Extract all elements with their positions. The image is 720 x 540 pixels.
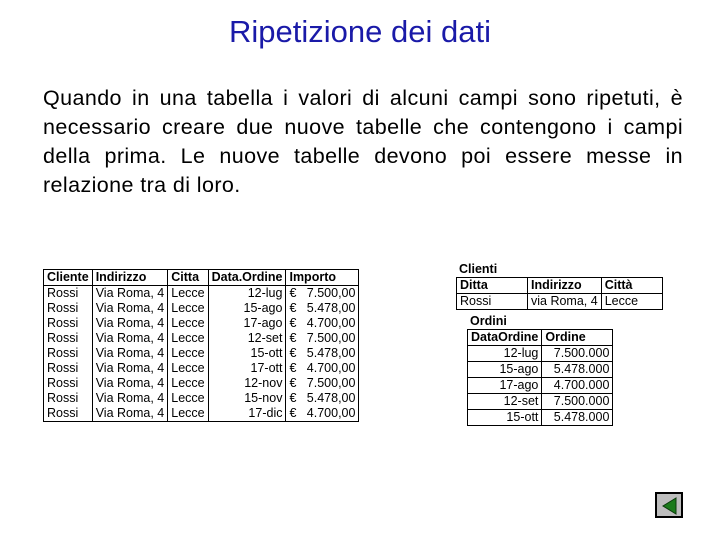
table-cell: 5.478.000 — [542, 410, 613, 426]
table-cell: 7.500.000 — [542, 346, 613, 362]
table-cell: 15-ago — [208, 301, 286, 316]
play-back-icon — [661, 497, 679, 515]
table-cell — [286, 406, 359, 422]
amount-value: 5.478,00 — [306, 346, 356, 360]
table-cell: Via Roma, 4 — [92, 361, 168, 376]
table-row — [44, 286, 359, 302]
table-cell — [286, 361, 359, 376]
currency-symbol: € — [289, 331, 297, 345]
table-cell: Rossi — [457, 294, 528, 310]
header-cell: Ordine — [542, 330, 613, 346]
table-cell: Rossi — [44, 376, 93, 391]
slide-title: Ripetizione dei dati — [229, 14, 491, 49]
table-cell: 17-ott — [208, 361, 286, 376]
table-row — [468, 378, 613, 394]
table-row — [468, 410, 613, 426]
table-header-row — [468, 330, 613, 346]
table-cell: Via Roma, 4 — [92, 316, 168, 331]
table-cell: Via Roma, 4 — [92, 331, 168, 346]
main-table — [43, 269, 359, 422]
table-row — [44, 406, 359, 422]
table-header-row — [457, 278, 663, 294]
header-cell: Città — [601, 278, 662, 294]
amount-value: 7.500,00 — [306, 286, 356, 300]
header-cell: Citta — [168, 270, 208, 286]
table-header-row — [44, 270, 359, 286]
table-cell — [286, 301, 359, 316]
table-cell: 12-lug — [468, 346, 542, 362]
table-cell: Lecce — [168, 286, 208, 302]
table-cell — [286, 376, 359, 391]
amount-value: 5.478,00 — [306, 301, 356, 315]
table-cell: Lecce — [168, 376, 208, 391]
table-row — [44, 361, 359, 376]
table-cell: Lecce — [168, 346, 208, 361]
table-cell: 15-ott — [208, 346, 286, 361]
table-row — [44, 346, 359, 361]
table-cell: Via Roma, 4 — [92, 286, 168, 302]
nav-back-button[interactable] — [655, 492, 683, 518]
header-cell: Indirizzo — [92, 270, 168, 286]
table-cell: Rossi — [44, 346, 93, 361]
table-cell: 12-set — [208, 331, 286, 346]
header-cell: Indirizzo — [528, 278, 602, 294]
table-cell: 17-dic — [208, 406, 286, 422]
table-cell: Lecce — [168, 406, 208, 422]
table-cell: 12-nov — [208, 376, 286, 391]
table-cell — [286, 346, 359, 361]
clienti-table — [456, 277, 663, 310]
header-cell: Data.Ordine — [208, 270, 286, 286]
table-row — [44, 391, 359, 406]
clienti-caption: Clienti — [459, 262, 498, 276]
currency-symbol: € — [289, 391, 297, 405]
table-cell: 12-lug — [208, 286, 286, 302]
header-cell: Ditta — [457, 278, 528, 294]
table-cell: 4.700.000 — [542, 378, 613, 394]
table-row — [457, 294, 663, 310]
table-cell — [286, 331, 359, 346]
table-row — [44, 316, 359, 331]
table-row — [468, 346, 613, 362]
table-cell: Via Roma, 4 — [92, 376, 168, 391]
currency-symbol: € — [289, 346, 297, 360]
table-cell: Rossi — [44, 406, 93, 422]
header-cell: Importo — [286, 270, 359, 286]
table-row — [44, 331, 359, 346]
header-cell: Cliente — [44, 270, 93, 286]
amount-value: 4.700,00 — [306, 316, 356, 330]
table-cell: 17-ago — [208, 316, 286, 331]
table-cell: 15-ott — [468, 410, 542, 426]
table-cell: Via Roma, 4 — [92, 346, 168, 361]
table-cell: 15-nov — [208, 391, 286, 406]
ordini-table — [467, 329, 613, 426]
currency-symbol: € — [289, 361, 297, 375]
table-cell: Lecce — [168, 301, 208, 316]
table-cell: Rossi — [44, 391, 93, 406]
table-cell: 7.500.000 — [542, 394, 613, 410]
table-cell: Lecce — [601, 294, 662, 310]
table-cell — [286, 316, 359, 331]
table-cell: 15-ago — [468, 362, 542, 378]
body-paragraph: Quando in una tabella i valori di alcuni campi sono ripetuti, è necessario creare due nuove tabelle che contengono i campi della prima. Le nuove tabelle devono poi essere messe in relazione tra di loro. — [43, 86, 683, 197]
table-cell: Rossi — [44, 286, 93, 302]
ordini-caption: Ordini — [470, 314, 507, 328]
table-cell: Lecce — [168, 331, 208, 346]
currency-symbol: € — [289, 406, 297, 420]
table-cell: Via Roma, 4 — [92, 391, 168, 406]
amount-value: 4.700,00 — [306, 361, 356, 375]
table-row — [468, 394, 613, 410]
amount-value: 5.478,00 — [306, 391, 356, 405]
table-cell: 17-ago — [468, 378, 542, 394]
table-cell: via Roma, 4 — [528, 294, 602, 310]
table-cell — [286, 286, 359, 302]
table-cell: 12-set — [468, 394, 542, 410]
table-cell: Rossi — [44, 331, 93, 346]
table-row — [44, 376, 359, 391]
table-cell: Rossi — [44, 361, 93, 376]
amount-value: 7.500,00 — [306, 376, 356, 390]
currency-symbol: € — [289, 316, 297, 330]
table-cell: Lecce — [168, 316, 208, 331]
table-row — [468, 362, 613, 378]
currency-symbol: € — [289, 301, 297, 315]
header-cell: DataOrdine — [468, 330, 542, 346]
table-cell: Lecce — [168, 391, 208, 406]
table-cell: 5.478.000 — [542, 362, 613, 378]
table-row — [44, 301, 359, 316]
table-cell: Via Roma, 4 — [92, 406, 168, 422]
table-cell: Via Roma, 4 — [92, 301, 168, 316]
currency-symbol: € — [289, 376, 297, 390]
table-cell: Lecce — [168, 361, 208, 376]
table-cell: Rossi — [44, 301, 93, 316]
amount-value: 7.500,00 — [306, 331, 356, 345]
table-cell: Rossi — [44, 316, 93, 331]
table-cell — [286, 391, 359, 406]
currency-symbol: € — [289, 286, 297, 300]
amount-value: 4.700,00 — [306, 406, 356, 420]
